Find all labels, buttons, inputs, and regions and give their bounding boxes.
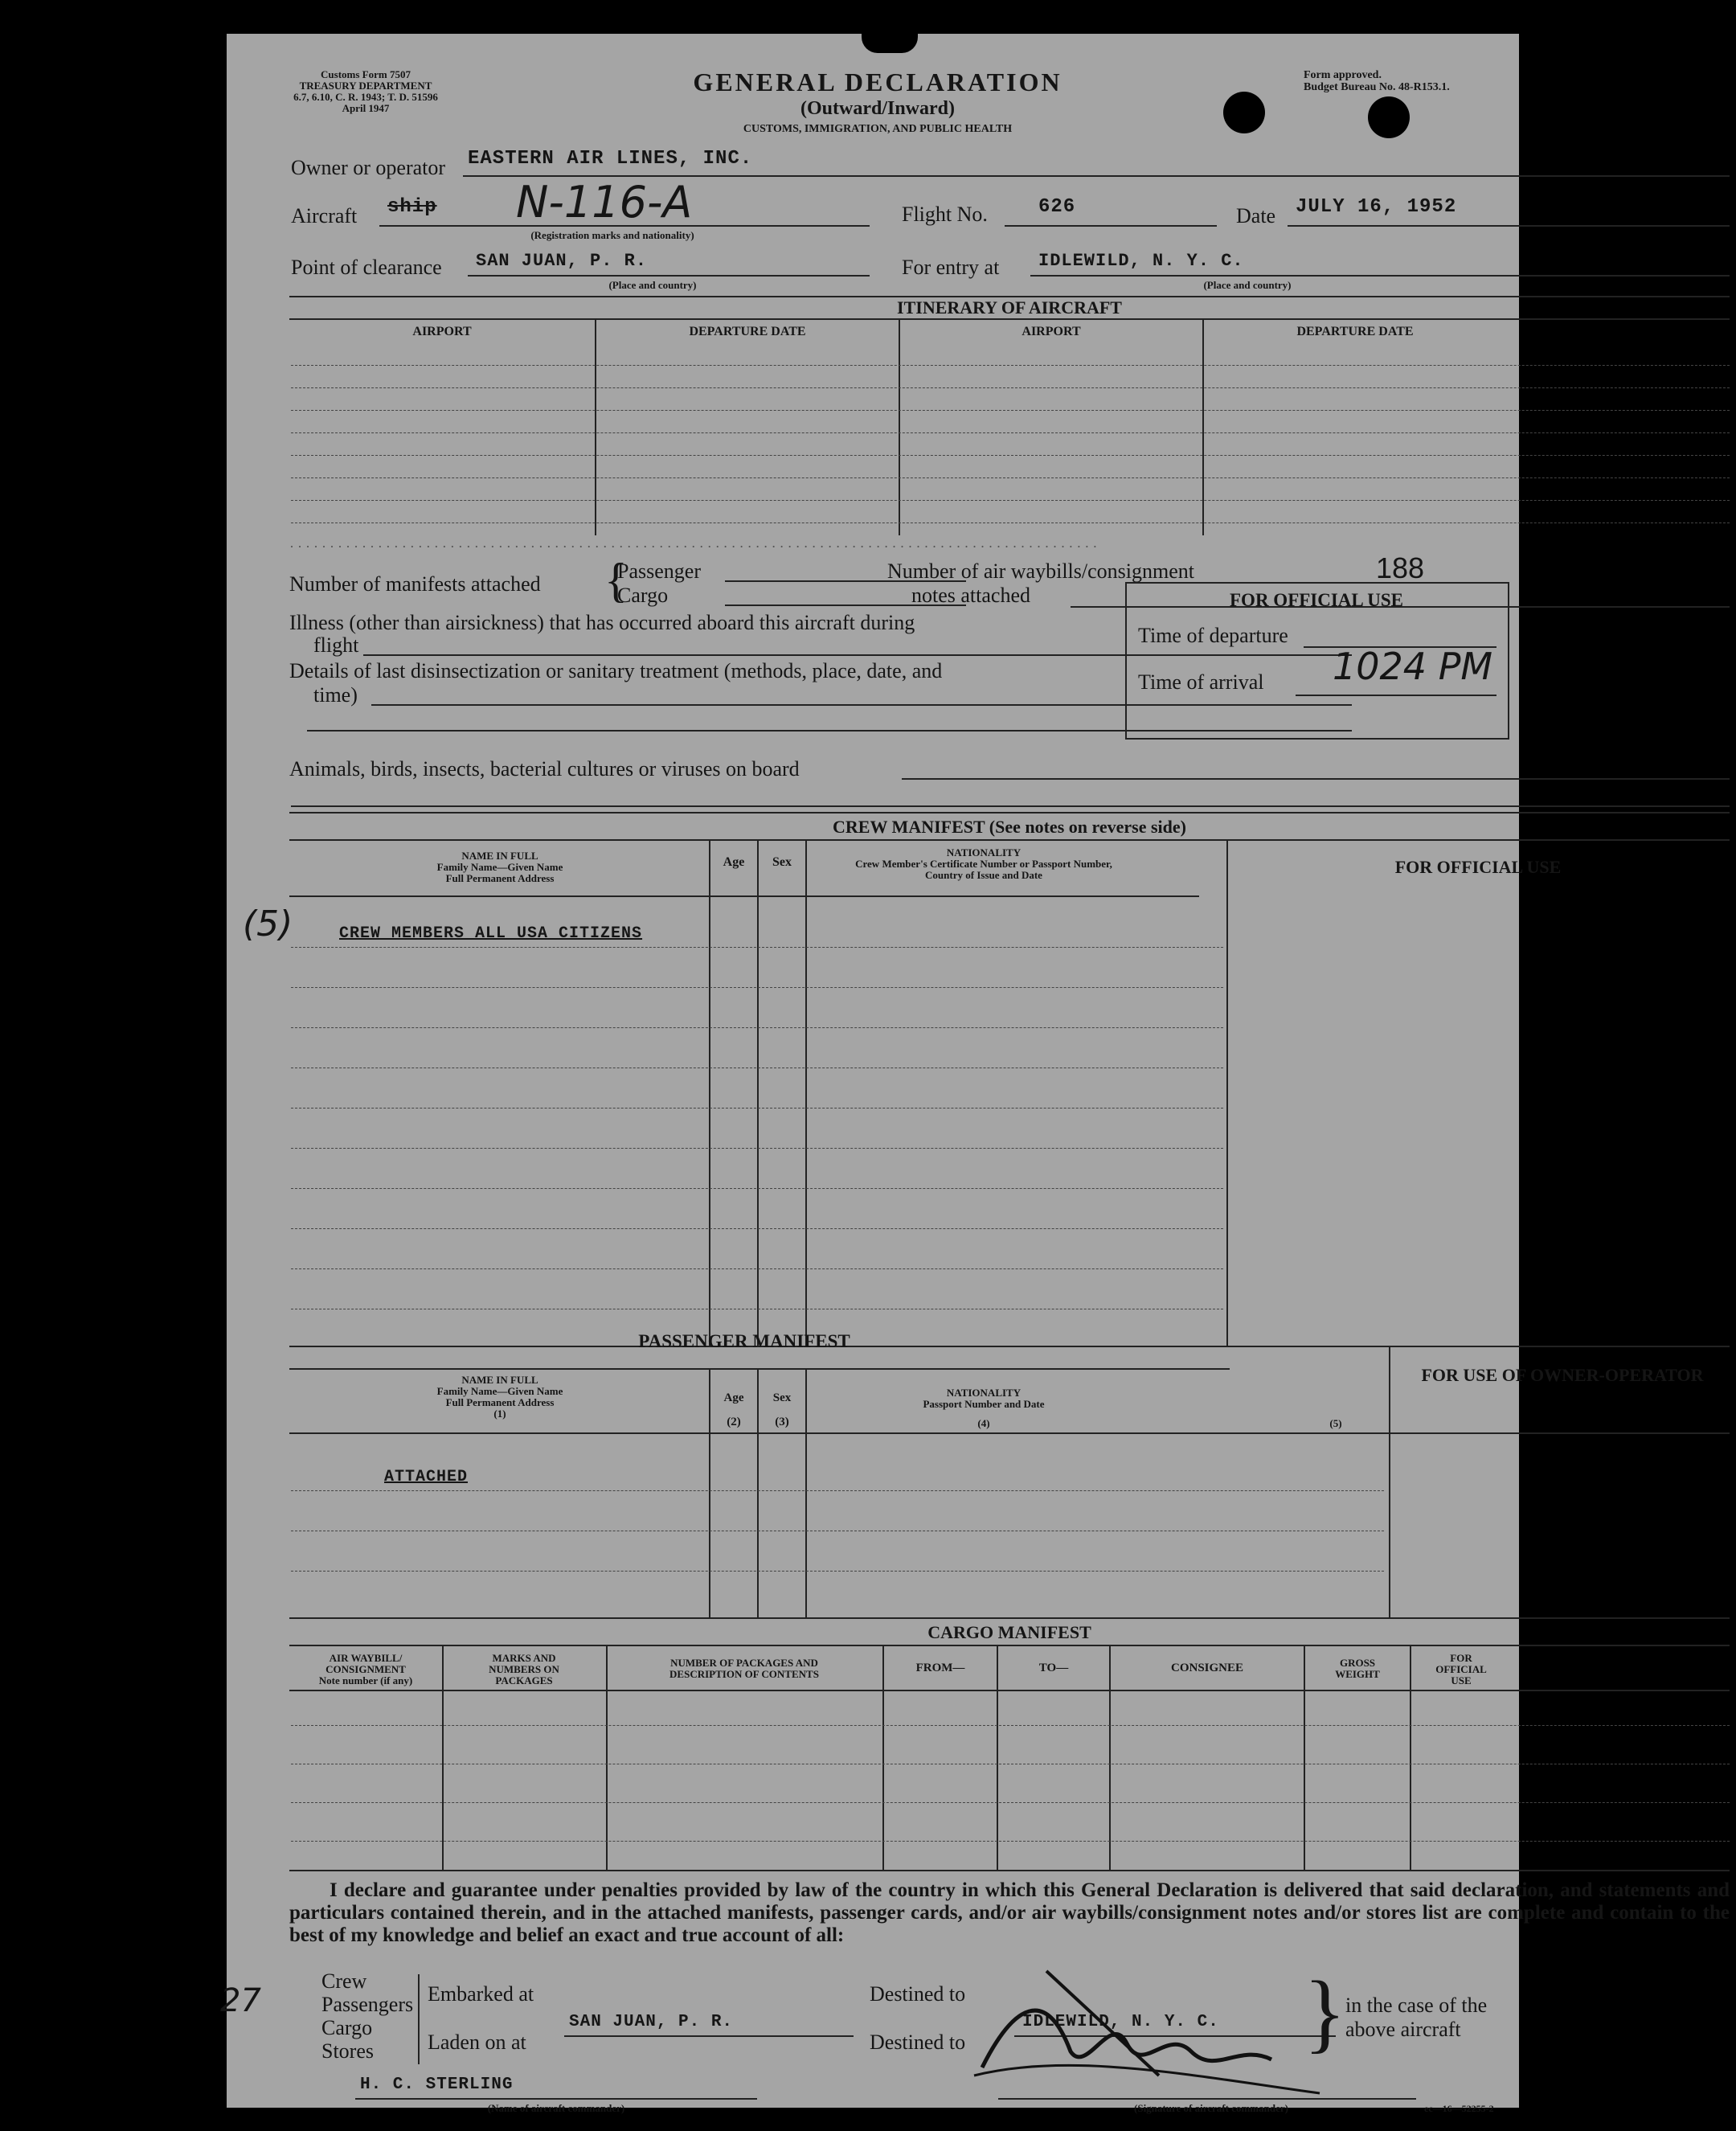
cargo-col-waybill: AIR WAYBILL/ CONSIGNMENT Note number (if any): [318, 1652, 413, 1686]
clearance-line: [468, 275, 870, 277]
official-use-title: FOR OFFICIAL USE: [1230, 590, 1403, 610]
passenger-title: PASSENGER MANIFEST: [638, 1331, 850, 1351]
passenger-header-rule: [289, 1368, 1230, 1370]
cargo-row-line: [291, 1725, 1730, 1726]
crew-row-line: [291, 987, 1223, 988]
manifests-cargo: Cargo: [617, 584, 669, 607]
passenger-divider: [709, 1368, 710, 1617]
disinsect-label-2: time): [313, 683, 358, 707]
cargo-divider: [442, 1645, 444, 1870]
itinerary-row-line: [291, 477, 1730, 478]
aircraft-typed: ship: [387, 196, 437, 218]
arrival-value[interactable]: 1024 PM: [1333, 645, 1493, 688]
dashed-separator: ·····································································································: [289, 539, 1101, 555]
commander-caption: (Name of aircraft commander): [487, 2102, 625, 2114]
signature-mark: [950, 1955, 1336, 2100]
itinerary-col-date-2: DEPARTURE DATE: [1296, 325, 1414, 338]
owner-value[interactable]: EASTERN AIR LINES, INC.: [468, 148, 753, 170]
cargo-divider: [1304, 1645, 1305, 1870]
disinsect-label: Details of last disinsectization or sanitary treatment (methods, place, date, and: [289, 659, 943, 682]
animals-line-2: [291, 805, 1730, 807]
passenger-divider: [1389, 1346, 1390, 1617]
arrival-line: [1296, 695, 1496, 696]
passenger-col-nationality: NATIONALITY Passport Number and Date: [923, 1387, 1045, 1410]
entry-line: [1030, 275, 1730, 277]
cargo-divider: [606, 1645, 608, 1870]
manifests-passenger: Passenger: [617, 559, 701, 583]
torn-edge: [862, 26, 918, 53]
cargo-divider: [882, 1645, 884, 1870]
cargo-col-to: TO—: [1038, 1662, 1069, 1674]
animals-label: Animals, birds, insects, bacterial cultures or viruses on board: [289, 757, 800, 781]
passenger-col-owner: FOR USE OF OWNER-OPERATOR: [1421, 1365, 1704, 1385]
cargo-col-header-bottom: [289, 1690, 1730, 1691]
aircraft-caption: (Registration marks and nationality): [530, 229, 694, 241]
aircraft-value[interactable]: N-116-A: [516, 177, 693, 227]
animals-line: [902, 778, 1730, 780]
passenger-col-name: NAME IN FULL Family Name—Given Name Full Permanent Address (1): [436, 1374, 563, 1420]
crew-entry[interactable]: CREW MEMBERS ALL USA CITIZENS: [339, 924, 643, 943]
itinerary-row-line: [291, 455, 1730, 456]
case-label-2: above aircraft: [1345, 2018, 1461, 2041]
flight-value[interactable]: 626: [1038, 196, 1076, 218]
form-subtitle-2: CUSTOMS, IMMIGRATION, AND PUBLIC HEALTH: [743, 123, 1013, 135]
embarked-value[interactable]: SAN JUAN, P. R.: [569, 2013, 734, 2031]
itinerary-row-line: [291, 500, 1730, 501]
manifests-brace: {: [604, 554, 628, 607]
declaration-hand-count: 27: [220, 1982, 261, 2019]
punch-hole: [1368, 96, 1410, 138]
itinerary-col-airport-2: AIRPORT: [1022, 325, 1081, 338]
embarked-line: [564, 2035, 854, 2037]
crew-col-sex: Sex: [772, 855, 792, 869]
form-subtitle: (Outward/Inward): [800, 98, 955, 119]
itinerary-row-line: [291, 365, 1730, 366]
clearance-caption: (Place and country): [608, 279, 697, 291]
cargo-divider: [1109, 1645, 1111, 1870]
embarked-label: Embarked at: [428, 1982, 534, 2006]
cargo-row-line: [291, 1841, 1730, 1842]
form-title: GENERAL DECLARATION: [693, 68, 1062, 96]
cargo-top-rule: [289, 1617, 1730, 1619]
crew-col-header-bottom: [289, 895, 1199, 897]
cargo-col-from: FROM—: [915, 1662, 965, 1674]
print-code: ec—16—52255-2: [1424, 2103, 1494, 2114]
aircraft-line: [379, 225, 870, 227]
passenger-entry[interactable]: ATTACHED: [384, 1468, 469, 1486]
crew-divider: [709, 839, 710, 1346]
case-label-1: in the case of the: [1345, 1994, 1488, 2017]
laden-label: Laden on at: [428, 2031, 526, 2054]
crew-col-nationality: NATIONALITY Crew Member's Certificate Number or Passport Number, Country of Issue and Date: [855, 846, 1112, 881]
cargo-col-official: FOR OFFICIAL USE: [1435, 1652, 1487, 1686]
crew-col-age: Age: [723, 855, 745, 869]
punch-hole: [1223, 92, 1265, 133]
entry-label: For entry at: [902, 256, 1000, 279]
itinerary-title: ITINERARY OF AIRCRAFT: [897, 297, 1122, 318]
declaration-categories: Crew Passengers Cargo Stores: [321, 1969, 414, 2063]
waybills-value[interactable]: 188: [1376, 551, 1425, 584]
passenger-col-sex: Sex (3): [772, 1391, 792, 1428]
entry-value[interactable]: IDLEWILD, N. Y. C.: [1038, 251, 1244, 271]
destined-label-2: Destined to: [870, 2031, 966, 2054]
itinerary-row-line: [291, 432, 1730, 433]
cargo-col-marks: MARKS AND NUMBERS ON PACKAGES: [489, 1652, 559, 1686]
clearance-value[interactable]: SAN JUAN, P. R.: [476, 251, 648, 271]
crew-divider: [805, 839, 807, 1346]
crew-hand-count: (5): [243, 904, 293, 945]
declaration-text: I declare and guarantee under penalties provided by law of the country in which this General Declaration is delivered that said declaration, and statements and particulars contained therein, and in the attached manifests, passenger cards, and/or air waybills/consignment notes and/or stores list are complete and contain to the best of my knowledge and belief an exact and true account of all:: [289, 1879, 1730, 1946]
aircraft-label: Aircraft: [291, 204, 358, 227]
departure-label: Time of departure: [1138, 624, 1288, 647]
itinerary-col-date-1: DEPARTURE DATE: [689, 325, 806, 338]
crew-row-line: [291, 1027, 1223, 1028]
crew-row-line: [291, 1108, 1223, 1109]
waybills-label-2: notes attached: [911, 584, 1030, 607]
passenger-col-5: (5): [1329, 1417, 1342, 1429]
illness-label: Illness (other than airsickness) that has occurred aboard this aircraft during: [289, 611, 915, 634]
crew-row-line: [291, 1188, 1223, 1189]
waybills-label: Number of air waybills/consignment: [887, 559, 1194, 583]
crew-divider: [1226, 839, 1228, 1346]
declaration-form: [220, 34, 1730, 2114]
clearance-label: Point of clearance: [291, 256, 442, 279]
itinerary-row-line: [291, 387, 1730, 388]
crew-col-official: FOR OFFICIAL USE: [1394, 857, 1562, 877]
cargo-header-rule: [289, 1645, 1730, 1646]
crew-divider: [757, 839, 759, 1346]
itinerary-divider: [899, 318, 900, 535]
signature-line: [998, 2098, 1416, 2100]
passenger-divider: [805, 1368, 807, 1617]
crew-row-line: [291, 1148, 1223, 1149]
commander-line: [355, 2098, 757, 2100]
declaration-brace: }: [1304, 1963, 1346, 2061]
signature-caption: (Signature of aircraft commander): [1134, 2102, 1288, 2114]
crew-row-line: [291, 1268, 1223, 1269]
passenger-row-line: [291, 1571, 1384, 1572]
itinerary-row-line: [291, 410, 1730, 411]
cargo-col-consignee: CONSIGNEE: [1170, 1662, 1244, 1674]
itinerary-divider: [1202, 318, 1204, 535]
approval-note: Form approved. Budget Bureau No. 48-R153.1.: [1304, 69, 1450, 93]
cargo-col-weight: GROSS WEIGHT: [1335, 1657, 1380, 1680]
date-line: [1288, 225, 1730, 227]
form-id: Customs Form 7507 TREASURY DEPARTMENT 6.7, 6.10, C. R. 1943; T. D. 51596 April 1947: [293, 68, 438, 114]
destined-value[interactable]: IDLEWILD, N. Y. C.: [1022, 2013, 1219, 2031]
crew-top-rule: [289, 812, 1730, 813]
itinerary-divider: [595, 318, 596, 535]
destined-label-1: Destined to: [870, 1982, 966, 2006]
crew-row-line: [291, 947, 1223, 948]
cargo-title: CARGO MANIFEST: [927, 1622, 1091, 1642]
illness-label-2: flight: [313, 633, 359, 657]
crew-row-line: [291, 1228, 1223, 1229]
itinerary-col-airport-1: AIRPORT: [412, 325, 472, 338]
passenger-col-age: Age (2): [723, 1391, 744, 1428]
entry-caption: (Place and country): [1203, 279, 1292, 291]
manifests-label: Number of manifests attached: [289, 572, 541, 596]
commander-value[interactable]: H. C. STERLING: [360, 2076, 514, 2094]
passenger-row-line: [291, 1490, 1384, 1491]
crew-title: CREW MANIFEST (See notes on reverse side): [833, 817, 1186, 837]
declaration-divider: [418, 1974, 420, 2064]
flight-label: Flight No.: [902, 203, 988, 226]
arrival-label: Time of arrival: [1138, 670, 1264, 694]
cargo-bottom-rule: [289, 1870, 1730, 1871]
date-label: Date: [1236, 204, 1276, 227]
flight-line: [1005, 225, 1217, 227]
owner-label: Owner or operator: [291, 156, 446, 179]
cargo-row-line: [291, 1802, 1730, 1803]
date-value[interactable]: JULY 16, 1952: [1296, 196, 1457, 218]
crew-header-rule: [289, 839, 1730, 841]
cargo-divider: [997, 1645, 998, 1870]
passenger-col-nationality-num: (4): [977, 1417, 990, 1429]
crew-col-name: NAME IN FULL Family Name—Given Name Full Permanent Address: [436, 850, 563, 884]
cargo-col-description: NUMBER OF PACKAGES AND DESCRIPTION OF CONTENTS: [669, 1657, 819, 1680]
passenger-col-header-bottom: [289, 1432, 1730, 1434]
itinerary-header-rule: [289, 318, 1730, 320]
cargo-divider: [1410, 1645, 1411, 1870]
passenger-divider: [757, 1368, 759, 1617]
